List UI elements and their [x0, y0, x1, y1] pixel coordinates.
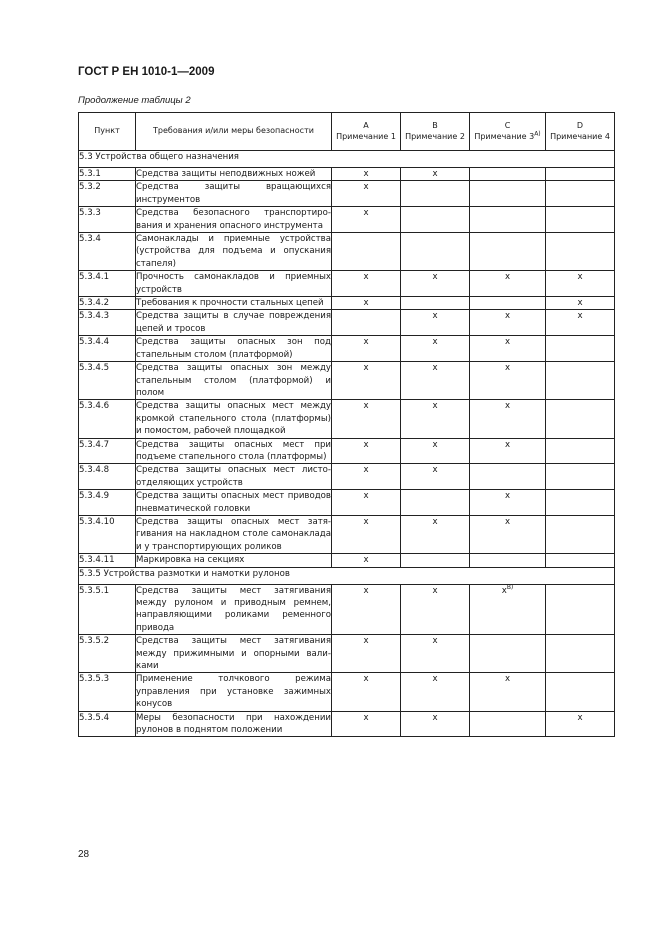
mark-cell-d — [546, 400, 615, 438]
table-row — [79, 490, 615, 516]
table-row — [79, 515, 615, 553]
mark-cell-a-text: x — [363, 585, 369, 596]
table-row — [79, 554, 615, 567]
mark-cell-b — [401, 515, 470, 553]
requirement-cell-text: Средства защиты опасных мест при подъеме стапельного стола (платформы) — [136, 439, 331, 462]
mark-cell-d-text: x — [577, 311, 583, 322]
mark-cell-b — [401, 490, 470, 516]
mark-cell-c — [470, 490, 546, 516]
mark-cell-c-text: x — [504, 401, 511, 412]
point-cell — [79, 233, 136, 271]
mark-cell-b — [401, 310, 470, 336]
mark-cell-d — [546, 554, 615, 567]
mark-cell-c-text: x — [504, 272, 511, 283]
table-row — [79, 336, 615, 362]
mark-cell-c-text: x — [504, 363, 511, 374]
point-cell-text: 5.3.3 — [79, 208, 101, 219]
mark-cell-c — [470, 181, 546, 207]
point-cell-text: 5.3.5.4 — [79, 712, 110, 723]
mark-cell-a-text: x — [363, 401, 369, 412]
mark-cell-b — [401, 584, 470, 635]
mark-cell-a — [332, 271, 401, 297]
requirement-cell — [136, 400, 332, 438]
table-row — [79, 207, 615, 233]
mark-cell-c — [470, 168, 546, 181]
mark-cell-a — [332, 233, 401, 271]
mark-cell-c — [470, 271, 546, 297]
mark-cell-b-text: x — [432, 516, 438, 527]
point-cell-text: 5.3.4.10 — [79, 516, 115, 527]
point-cell — [79, 271, 136, 297]
mark-cell-d — [546, 336, 615, 362]
point-cell-text: 5.3.2 — [79, 182, 101, 193]
mark-cell-d — [546, 438, 615, 464]
table-row — [79, 297, 615, 310]
mark-cell-a — [332, 673, 401, 711]
requirement-cell — [136, 438, 332, 464]
section-title: 5.3 Устройства общего назначения — [79, 151, 615, 168]
requirement-cell — [136, 490, 332, 516]
header-col-c: C Примечание $3^{A)}$ — [470, 113, 546, 151]
mark-cell-a — [332, 310, 401, 336]
mark-cell-c — [470, 584, 546, 635]
footnote-ref: B) — [506, 583, 514, 591]
mark-cell-d-text: x — [577, 712, 583, 723]
table-row — [79, 310, 615, 336]
mark-cell-d — [546, 207, 615, 233]
mark-cell-c — [470, 297, 546, 310]
mark-cell-b — [401, 635, 470, 673]
mark-cell-b — [401, 168, 470, 181]
table-continuation-caption: Продолжение таблицы 2 — [78, 95, 191, 106]
point-cell-text: 5.3.5.1 — [79, 585, 110, 596]
mark-cell-d — [546, 181, 615, 207]
table-row — [79, 711, 615, 737]
mark-cell-a — [332, 584, 401, 635]
point-cell-text: 5.3.4.7 — [79, 439, 110, 450]
mark-cell-c — [470, 515, 546, 553]
mark-cell-b — [401, 207, 470, 233]
table-row — [79, 673, 615, 711]
point-cell — [79, 438, 136, 464]
requirement-cell-text: Применение толчкового режима управления при установке зажимных конусов — [136, 674, 331, 710]
point-cell — [79, 711, 136, 737]
mark-cell-b — [401, 271, 470, 297]
requirement-cell — [136, 310, 332, 336]
table-header-row — [79, 113, 615, 151]
requirement-cell — [136, 464, 332, 490]
requirement-cell — [136, 233, 332, 271]
mark-cell-c — [470, 635, 546, 673]
requirement-cell — [136, 271, 332, 297]
mark-cell-a-text: x — [363, 636, 369, 647]
point-cell — [79, 168, 136, 181]
requirement-cell-text: Самонаклады и приемные устройства (устройства для подъема и опускания стапеля) — [136, 234, 331, 269]
requirement-cell — [136, 554, 332, 567]
mark-cell-a-text: x — [363, 182, 369, 193]
mark-cell-a-text: x — [363, 208, 369, 219]
mark-cell-a-text: x — [363, 272, 369, 283]
requirement-cell-text: Прочность самонакладов и приемных устройств — [136, 272, 331, 295]
mark-cell-d-text: x — [577, 272, 583, 283]
requirement-cell-text: Средства защиты неподвижных ножей — [136, 169, 316, 179]
mark-cell-c — [470, 233, 546, 271]
mark-cell-a — [332, 711, 401, 737]
requirement-cell — [136, 515, 332, 553]
mark-cell-b-text: x — [432, 439, 438, 450]
section-row — [79, 567, 615, 584]
document-title: ГОСТ Р ЕН 1010-1—2009 — [78, 66, 215, 78]
mark-cell-c — [470, 554, 546, 567]
mark-cell-c — [470, 362, 546, 400]
mark-cell-a — [332, 515, 401, 553]
mark-cell-a-text: x — [363, 439, 369, 450]
mark-cell-a-text: x — [363, 491, 369, 502]
mark-cell-b — [401, 711, 470, 737]
mark-cell-a-text: x — [363, 555, 369, 566]
mark-cell-b-text: x — [432, 465, 438, 476]
section-row — [79, 151, 615, 168]
requirement-cell-text: Средства защиты мест затягивания между прижимными и опорными валиками — [136, 636, 331, 672]
mark-cell-a-text: x — [363, 169, 369, 179]
point-cell — [79, 464, 136, 490]
mark-cell-d — [546, 515, 615, 553]
mark-cell-a-text: x — [363, 337, 369, 348]
mark-cell-b — [401, 438, 470, 464]
requirement-cell-text: Маркировка на секциях — [136, 555, 245, 566]
mark-cell-a-text: x — [363, 712, 369, 723]
mark-cell-b — [401, 336, 470, 362]
mark-cell-b-text: x — [432, 636, 438, 647]
mark-cell-c — [470, 673, 546, 711]
mark-cell-b — [401, 673, 470, 711]
mark-cell-c-text: x — [501, 585, 507, 596]
point-cell — [79, 362, 136, 400]
table-row — [79, 233, 615, 271]
mark-cell-b-text: x — [432, 401, 438, 412]
mark-cell-c-text: x — [504, 337, 511, 348]
point-cell — [79, 554, 136, 567]
requirement-cell — [136, 181, 332, 207]
requirement-cell-text: Средства защиты опасных мест приводов пневматической головки — [136, 491, 331, 514]
page-number: 28 — [78, 849, 90, 860]
point-cell — [79, 635, 136, 673]
table-row — [79, 271, 615, 297]
table-row — [79, 584, 615, 635]
mark-cell-d — [546, 297, 615, 310]
mark-cell-c-text: x — [504, 311, 511, 322]
mark-cell-a — [332, 400, 401, 438]
mark-cell-a — [332, 464, 401, 490]
mark-cell-a-text: x — [363, 516, 369, 527]
table-row — [79, 635, 615, 673]
point-cell-text: 5.3.4.8 — [79, 465, 110, 476]
requirement-cell-text: Меры безопасности при нахождении рулонов в поднятом положении — [136, 712, 331, 736]
point-cell-text: 5.3.4 — [79, 234, 101, 245]
mark-cell-c-text: x — [504, 439, 511, 450]
mark-cell-a — [332, 438, 401, 464]
mark-cell-b — [401, 297, 470, 310]
mark-cell-c — [470, 711, 546, 737]
point-cell-text: 5.3.4.11 — [79, 555, 115, 566]
header-col-a: A Примечание 1 — [332, 113, 401, 151]
requirement-cell-text: Средства защиты опасных мест затягивания на накладном столе самонаклада и у транспортирующих роликов — [136, 516, 331, 552]
requirements-table — [78, 112, 615, 737]
requirement-cell-text: Средства безопасного транспортирования и хранения опасного инструмента — [136, 208, 331, 231]
mark-cell-c — [470, 207, 546, 233]
mark-cell-d — [546, 233, 615, 271]
mark-cell-b-text: x — [432, 311, 438, 322]
mark-cell-b-text: x — [432, 712, 438, 723]
requirement-cell — [136, 673, 332, 711]
mark-cell-d — [546, 584, 615, 635]
mark-cell-c — [470, 336, 546, 362]
mark-cell-b — [401, 464, 470, 490]
requirement-cell-text: Средства защиты опасных зон под стапельным столом (платформой) — [136, 337, 331, 360]
header-point: Пункт — [79, 113, 136, 151]
requirement-cell-text: Средства защиты мест затягивания между рулоном и приводным ремнем, направляющими роликами ременного привода — [136, 585, 331, 633]
point-cell — [79, 673, 136, 711]
table-row — [79, 438, 615, 464]
requirement-cell — [136, 168, 332, 181]
mark-cell-c-text: x — [504, 516, 511, 527]
point-cell-text: 5.3.4.6 — [79, 401, 110, 412]
table-row — [79, 181, 615, 207]
point-cell-text: 5.3.4.5 — [79, 363, 110, 374]
mark-cell-a — [332, 168, 401, 181]
mark-cell-a — [332, 297, 401, 310]
point-cell — [79, 310, 136, 336]
point-cell — [79, 584, 136, 635]
point-cell-text: 5.3.4.2 — [79, 298, 110, 309]
requirement-cell-text: Средства защиты опасных мест листоотделяющих устройств — [136, 465, 331, 488]
mark-cell-a-text: x — [363, 298, 369, 309]
mark-cell-c — [470, 438, 546, 464]
mark-cell-c-text: x — [504, 674, 511, 685]
requirement-cell — [136, 207, 332, 233]
point-cell-text: 5.3.1 — [79, 169, 101, 179]
requirement-cell-text: Средства защиты в случае повреждения цепей и тросов — [136, 311, 331, 334]
point-cell — [79, 207, 136, 233]
mark-cell-a — [332, 181, 401, 207]
mark-cell-d — [546, 271, 615, 297]
point-cell — [79, 181, 136, 207]
mark-cell-a — [332, 207, 401, 233]
mark-cell-b — [401, 400, 470, 438]
mark-cell-d — [546, 711, 615, 737]
mark-cell-b-text: x — [432, 169, 438, 179]
header-col-b: B Примечание 2 — [401, 113, 470, 151]
point-cell — [79, 336, 136, 362]
point-cell-text: 5.3.4.9 — [79, 491, 110, 502]
mark-cell-a — [332, 362, 401, 400]
mark-cell-d — [546, 635, 615, 673]
mark-cell-b-text: x — [432, 674, 438, 685]
mark-cell-b — [401, 362, 470, 400]
point-cell — [79, 400, 136, 438]
point-cell-text: 5.3.4.1 — [79, 272, 110, 283]
mark-cell-d — [546, 490, 615, 516]
point-cell-text: 5.3.4.3 — [79, 311, 110, 322]
point-cell — [79, 297, 136, 310]
mark-cell-c — [470, 400, 546, 438]
requirement-cell — [136, 584, 332, 635]
requirement-cell — [136, 635, 332, 673]
mark-cell-b — [401, 233, 470, 271]
mark-cell-b-text: x — [432, 585, 438, 596]
mark-cell-b-text: x — [432, 337, 438, 348]
requirement-cell-text: Средства защиты вращающихся инструментов — [136, 182, 331, 205]
section-title: 5.3.5 Устройства размотки и намотки рулонов — [79, 567, 615, 584]
header-requirements: Требования и/или меры безопасности — [136, 113, 332, 151]
mark-cell-d — [546, 362, 615, 400]
mark-cell-b-text: x — [432, 272, 438, 283]
requirement-cell — [136, 297, 332, 310]
mark-cell-d — [546, 310, 615, 336]
mark-cell-a — [332, 336, 401, 362]
mark-cell-d-text: x — [577, 298, 583, 309]
point-cell — [79, 490, 136, 516]
table-row — [79, 362, 615, 400]
point-cell — [79, 515, 136, 553]
mark-cell-b — [401, 181, 470, 207]
requirement-cell — [136, 336, 332, 362]
mark-cell-c — [470, 310, 546, 336]
mark-cell-c — [470, 464, 546, 490]
mark-cell-d — [546, 168, 615, 181]
mark-cell-d — [546, 673, 615, 711]
mark-cell-a — [332, 490, 401, 516]
point-cell-text: 5.3.5.3 — [79, 674, 110, 685]
requirement-cell — [136, 362, 332, 400]
mark-cell-a-text: x — [363, 674, 369, 685]
mark-cell-a — [332, 554, 401, 567]
requirement-cell — [136, 711, 332, 737]
mark-cell-a — [332, 635, 401, 673]
requirement-cell-text: Требования к прочности стальных цепей — [136, 298, 324, 309]
table-row — [79, 168, 615, 181]
point-cell-text: 5.3.4.4 — [79, 337, 110, 348]
mark-cell-d — [546, 464, 615, 490]
mark-cell-a-text: x — [363, 363, 369, 374]
requirement-cell-text: Средства защиты опасных зон между стапельным столом (платформой) и полом — [136, 363, 331, 398]
mark-cell-c-text: x — [504, 491, 511, 502]
point-cell-text: 5.3.5.2 — [79, 636, 110, 647]
table-row — [79, 464, 615, 490]
requirement-cell-text: Средства защиты опасных мест между кромкой стапельного стола (платформы) и помостом, рабочей площадкой — [136, 401, 331, 437]
mark-cell-b — [401, 554, 470, 567]
mark-cell-b-text: x — [432, 363, 438, 374]
mark-cell-a-text: x — [363, 465, 369, 476]
header-col-d: D Примечание 4 — [546, 113, 615, 151]
table-row — [79, 400, 615, 438]
